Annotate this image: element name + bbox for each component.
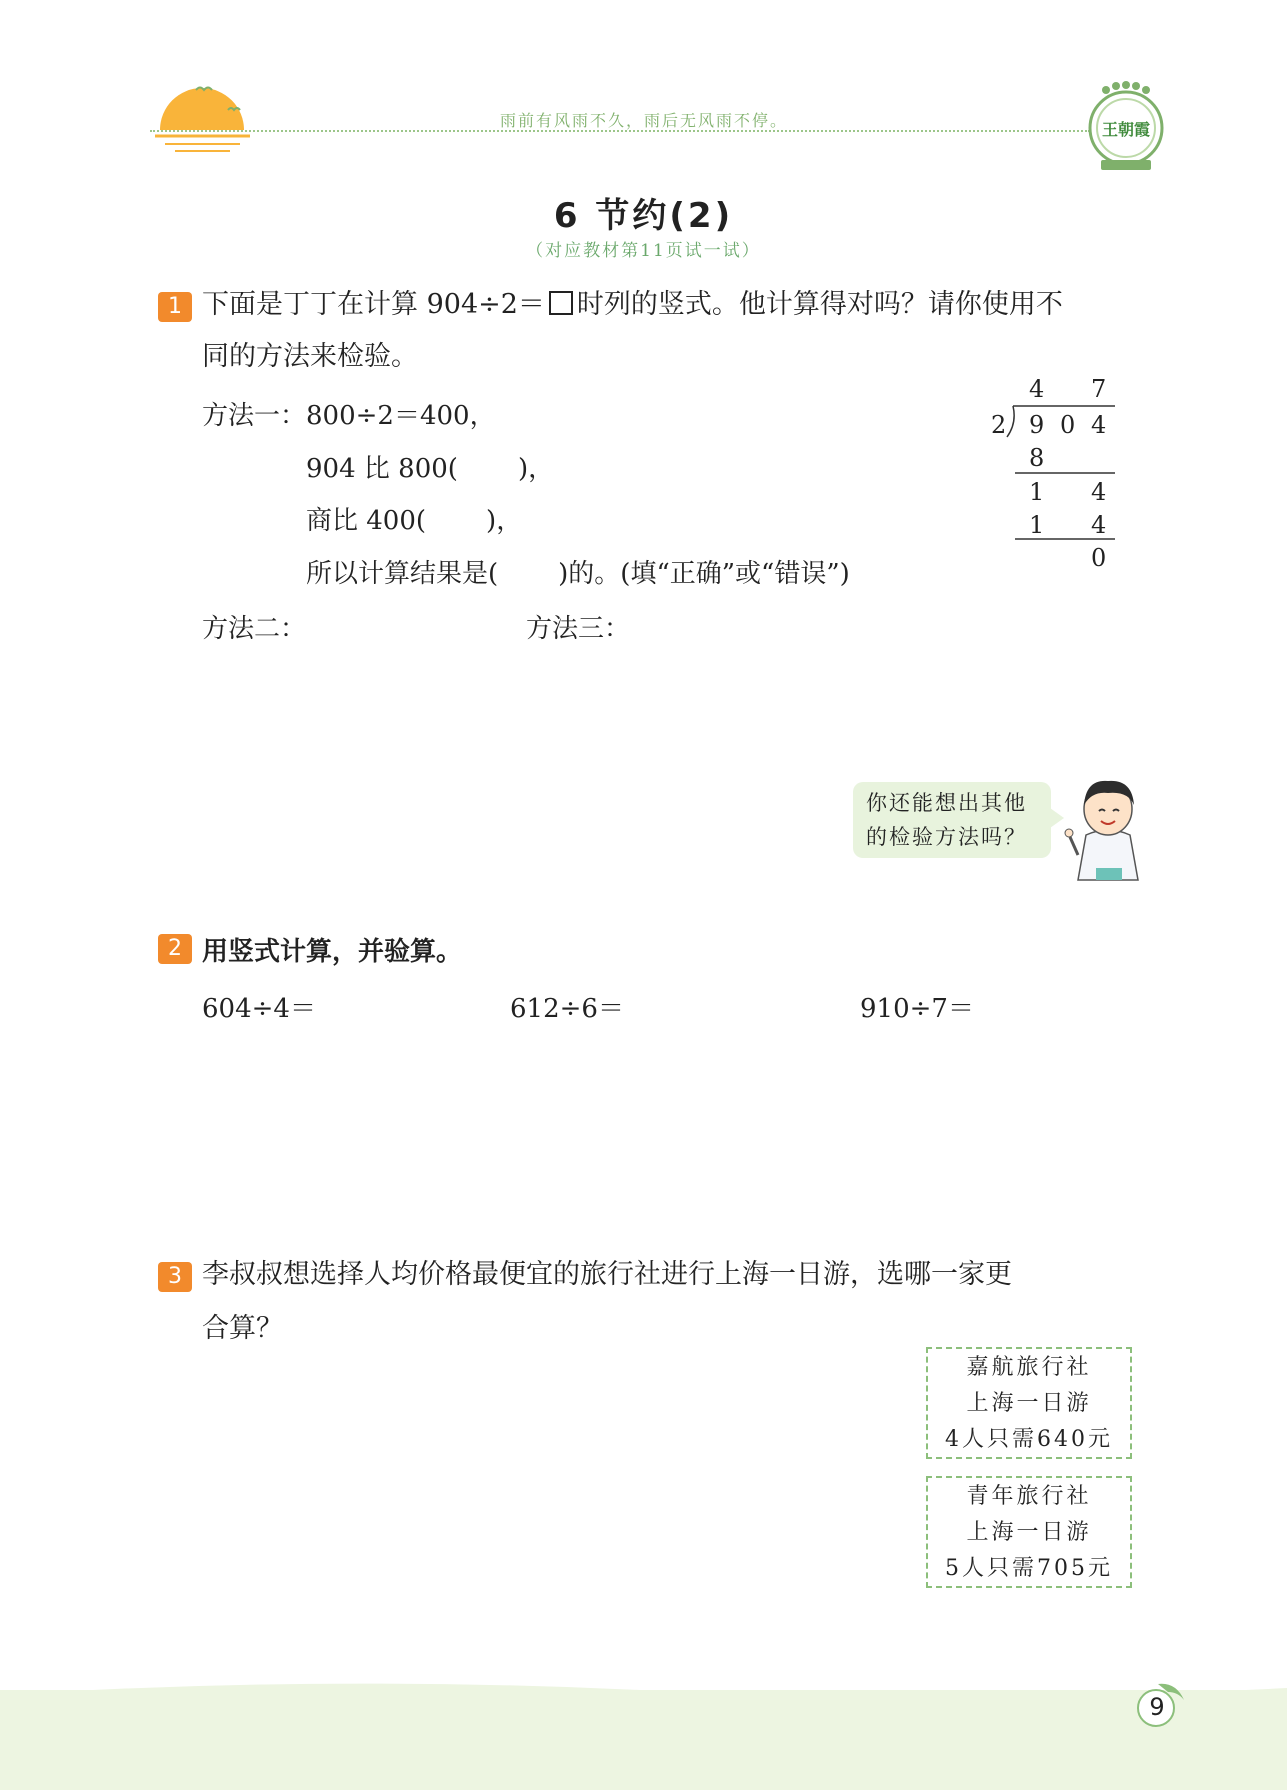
header-motto: 雨前有风雨不久，雨后无风雨不停。 bbox=[500, 111, 789, 130]
question-number-2: 2 bbox=[158, 934, 192, 964]
remainder: 0 bbox=[1091, 544, 1107, 572]
step-digit: 4 bbox=[1091, 478, 1107, 506]
page-subtitle: （对应教材第11页试一试） bbox=[526, 241, 761, 261]
method1-line3-a: 商比 400( bbox=[306, 506, 427, 536]
question-number-3: 3 bbox=[158, 1262, 192, 1292]
card-trip: 上海一日游 bbox=[966, 1520, 1092, 1545]
question-number-1: 1 bbox=[158, 292, 192, 322]
method1-line2-b: )， bbox=[517, 454, 555, 484]
svg-text:王朝霞: 王朝霞 bbox=[1101, 120, 1151, 139]
bubble-text: 你还能想出其他的检验方法吗？ bbox=[866, 791, 1027, 849]
card-trip: 上海一日游 bbox=[966, 1391, 1092, 1416]
method3-label: 方法三： bbox=[526, 614, 631, 644]
q2-item-1: 604÷4＝ bbox=[202, 994, 316, 1024]
page-title: 6 节约(2) bbox=[553, 196, 734, 236]
footer-wave bbox=[0, 1670, 1287, 1710]
card-name: 嘉航旅行社 bbox=[966, 1355, 1092, 1380]
card-price: 5人只需705元 bbox=[945, 1556, 1113, 1581]
answer-box bbox=[549, 291, 573, 315]
page-number: 9 bbox=[1149, 1693, 1165, 1721]
step-digit: 8 bbox=[1029, 444, 1045, 472]
q2-item-3: 910÷7＝ bbox=[860, 994, 974, 1024]
step-digit: 1 bbox=[1029, 511, 1045, 539]
q3-line1: 李叔叔想选择人均价格最便宜的旅行社进行上海一日游，选哪一家更 bbox=[202, 1259, 1012, 1290]
quotient-digit: 4 bbox=[1029, 375, 1045, 403]
boy-illustration bbox=[1058, 765, 1158, 885]
card-price: 4人只需640元 bbox=[945, 1427, 1113, 1452]
q2-instruction: 用竖式计算，并验算。 bbox=[202, 937, 463, 967]
card-name: 青年旅行社 bbox=[966, 1484, 1092, 1509]
method1-line1: 方法一：800÷2＝400， bbox=[202, 401, 496, 431]
travel-card bbox=[926, 1476, 1132, 1588]
q1-line1 bbox=[202, 278, 1063, 332]
sunset-icon bbox=[150, 70, 255, 160]
dividend-digit: 9 bbox=[1029, 411, 1045, 439]
step-digit: 1 bbox=[1029, 478, 1045, 506]
method1-line3-b: )， bbox=[486, 506, 523, 536]
q3-line2: 合算？ bbox=[202, 1313, 283, 1344]
quotient-digit: 7 bbox=[1091, 375, 1107, 403]
method1-line2 bbox=[306, 448, 554, 485]
method2-label: 方法二： bbox=[202, 614, 307, 644]
dividend-digit: 4 bbox=[1091, 411, 1107, 439]
divisor: 2 bbox=[991, 411, 1007, 439]
travel-card bbox=[926, 1347, 1132, 1459]
dividend-digit: 0 bbox=[1060, 411, 1076, 439]
method1-line4 bbox=[306, 553, 850, 590]
q1-line2: 同的方法来检验。 bbox=[202, 341, 418, 372]
q2-item-2: 612÷6＝ bbox=[510, 994, 624, 1024]
method1-line2-a: 904 比 800( bbox=[306, 454, 458, 484]
method1-line4-b: )的。(填“正确”或“错误”) bbox=[558, 559, 850, 589]
step-digit: 4 bbox=[1091, 511, 1107, 539]
q1-line1-a: 下面是丁丁在计算 904÷2＝ bbox=[202, 289, 545, 320]
q1-line1-b: 时列的竖式。他计算得对吗？请你使用不 bbox=[576, 289, 1063, 320]
method1-line4-a: 所以计算结果是( bbox=[306, 559, 499, 589]
method1-line3 bbox=[306, 500, 522, 537]
brand-logo bbox=[1083, 80, 1169, 172]
long-division bbox=[985, 375, 1120, 575]
